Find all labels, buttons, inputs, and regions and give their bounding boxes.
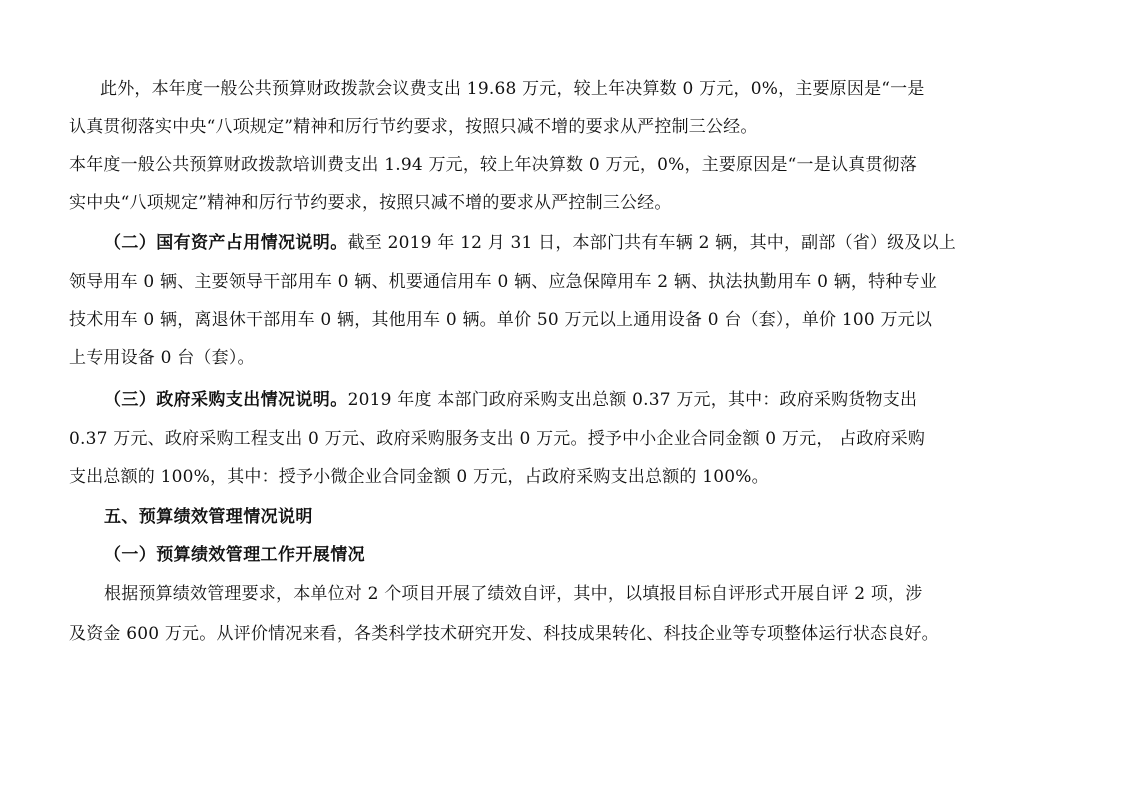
assets-line-4: 上专用设备 0 台（套）。 — [69, 348, 255, 368]
performance-line-1: 根据预算绩效管理要求，本单位对 2 个项目开展了绩效自评，其中，以填报目标自评形式开展自评 2 项，涉 — [104, 584, 923, 604]
section-five-heading: 五、预算绩效管理情况说明 — [104, 507, 313, 527]
performance-line-2: 及资金 600 万元。从评价情况来看，各类科学技术研究开发、科技成果转化、科技企业等专项整体运行状态良好。 — [69, 624, 939, 644]
assets-line-3: 技术用车 0 辆，离退休干部用车 0 辆，其他用车 0 辆。单价 50 万元以上通用设备 0 台（套），单价 100 万元以 — [69, 310, 933, 330]
procurement-line-2: 0.37 万元、政府采购工程支出 0 万元、政府采购服务支出 0 万元。授予中小企业合同金额 0 万元， 占政府采购 — [69, 429, 926, 449]
assets-line-1-text: 截至 2019 年 12 月 31 日，本部门共有车辆 2 辆，其中，副部（省）级及以上 — [347, 233, 956, 253]
performance-heading: （一）预算绩效管理工作开展情况 — [104, 545, 365, 565]
training-expense-line-2: 实中央“八项规定”精神和厉行节约要求，按照只减不增的要求从严控制三公经。 — [69, 193, 672, 213]
assets-line-1 — [104, 226, 956, 260]
conference-expense-line-1: 此外，本年度一般公共预算财政拨款会议费支出 19.68 万元，较上年决算数 0 万元，0%，主要原因是“一是 — [100, 79, 925, 99]
procurement-line-3: 支出总额的 100%，其中：授予小微企业合同金额 0 万元，占政府采购支出总额的 100%。 — [69, 467, 769, 487]
conference-expense-line-2: 认真贯彻落实中央“八项规定”精神和厉行节约要求，按照只减不增的要求从严控制三公经。 — [69, 117, 758, 137]
training-expense-line-1: 本年度一般公共预算财政拨款培训费支出 1.94 万元，较上年决算数 0 万元，0%，主要原因是“一是认真贯彻落 — [69, 155, 917, 175]
assets-line-2: 领导用车 0 辆、主要领导干部用车 0 辆、机要通信用车 0 辆、应急保障用车 2 辆、执法执勤用车 0 辆，特种专业 — [69, 272, 937, 292]
procurement-line-1 — [104, 383, 917, 417]
procurement-heading: （三）政府采购支出情况说明。 — [104, 390, 348, 410]
procurement-line-1-text: 2019 年度 本部门政府采购支出总额 0.37 万元，其中：政府采购货物支出 — [347, 390, 918, 410]
assets-heading: （二）国有资产占用情况说明。 — [104, 233, 348, 253]
